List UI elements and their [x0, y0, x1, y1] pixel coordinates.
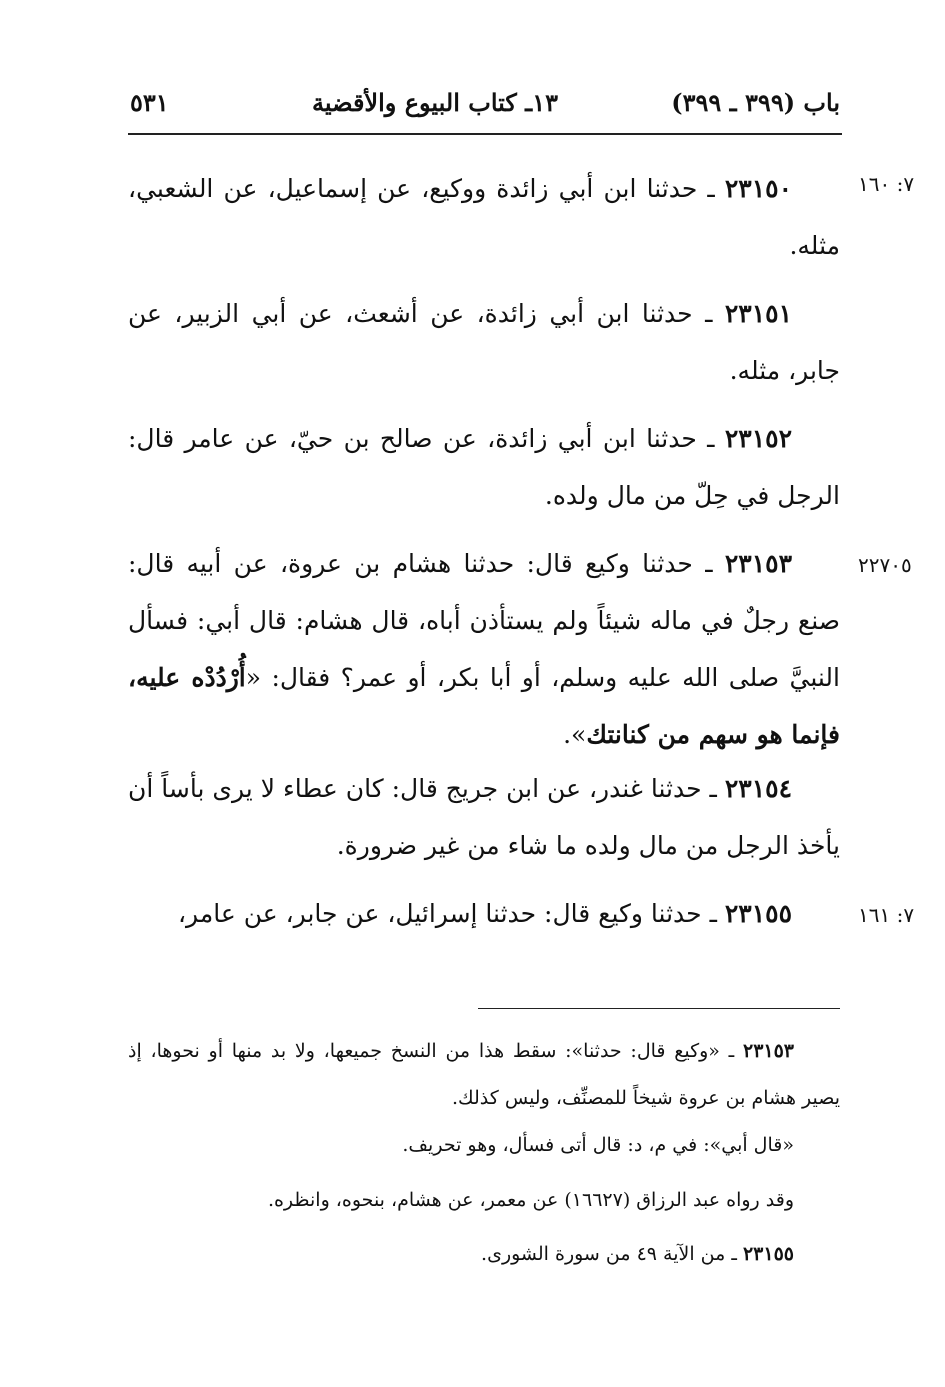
footnote-text: وقد رواه عبد الرزاق (١٦٦٢٧) عن معمر، عن هشام، بنحوه، وانظره. [267, 1189, 794, 1211]
hadith-entry [128, 885, 840, 942]
hadith-text-end: ». [563, 720, 587, 749]
footnote [128, 1122, 840, 1169]
footnote-number: ٢٣١٥٣ [742, 1040, 795, 1062]
hadith-entry [128, 535, 840, 763]
chapter-title: باب (٣٩٩ ـ ٣٩٩) [671, 88, 840, 117]
hadith-text: ـ حدثنا وكيع قال: حدثنا هشام بن عروة، عن أبيه قال: صنع رجلٌ في ماله شيئاً ولم يستأذن أباه، قال هشام: قال أبي: فسأل النبيَّ صلى الله عليه وسلم، أو أبا بكر، أو عمر؟ فقال: « [128, 549, 840, 692]
hadith-text: ـ حدثنا غندر، عن ابن جريج قال: كان عطاء لا يرى بأساً أن يأخذ الرجل من مال ولده ما شاء من غير ضرورة. [128, 774, 840, 860]
hadith-text: ـ حدثنا ابن أبي زائدة، عن صالح بن حيّ، عن عامر قال: الرجل في حِلّ من مال ولده. [128, 424, 840, 510]
hadith-entry [128, 160, 840, 274]
footnote [128, 1028, 840, 1122]
hadith-number: ٢٣١٥٥ [724, 899, 792, 928]
hadith-number: ٢٣١٥٠ [724, 174, 793, 203]
margin-reference: ٧: ١٦١ [858, 903, 915, 927]
footnote-number: ٢٣١٥٥ [742, 1243, 794, 1265]
hadith-text: ـ حدثنا وكيع قال: حدثنا إسرائيل، عن جابر، عن عامر، [177, 899, 717, 928]
footnote [128, 1177, 840, 1224]
header-divider [128, 133, 842, 135]
footnote-divider [478, 1008, 840, 1009]
footnote-text: ـ من الآية ٤٩ من سورة الشورى. [481, 1243, 737, 1265]
prophetic-saying: أُرْدُدْه عليه، فإنما هو سهم من كنانتك [128, 663, 840, 749]
footnote-text: «قال أبي»: في م، د: قال أتى فسأل، وهو تحريف. [402, 1134, 794, 1156]
hadith-entry [128, 410, 840, 524]
footnote [128, 1231, 840, 1278]
running-header [130, 88, 840, 126]
hadith-number: ٢٣١٥٤ [724, 774, 793, 803]
hadith-text: ـ حدثنا ابن أبي زائدة ووكيع، عن إسماعيل، عن الشعبي، مثله. [128, 174, 840, 260]
hadith-number: ٢٣١٥٣ [724, 549, 792, 578]
hadith-number: ٢٣١٥١ [724, 299, 793, 328]
page-number: ٥٣١ [130, 88, 169, 117]
margin-reference: ٢٢٧٠٥ [858, 553, 912, 577]
hadith-entry [128, 285, 840, 399]
margin-reference: ٧: ١٦٠ [858, 172, 915, 196]
book-title: ١٣ـ كتاب البيوع والأقضية [312, 88, 558, 117]
hadith-entry [128, 760, 840, 874]
hadith-number: ٢٣١٥٢ [724, 424, 792, 453]
footnote-text: ـ «وكيع قال: حدثنا»: سقط هذا من النسخ جميعها، ولا بد منها أو نحوها، إذ يصير هشام بن عروة شيخاً للمصنِّف، وليس كذلك. [128, 1040, 840, 1109]
hadith-text: ـ حدثنا ابن أبي زائدة، عن أشعث، عن أبي الزبير، عن جابر، مثله. [128, 299, 840, 385]
